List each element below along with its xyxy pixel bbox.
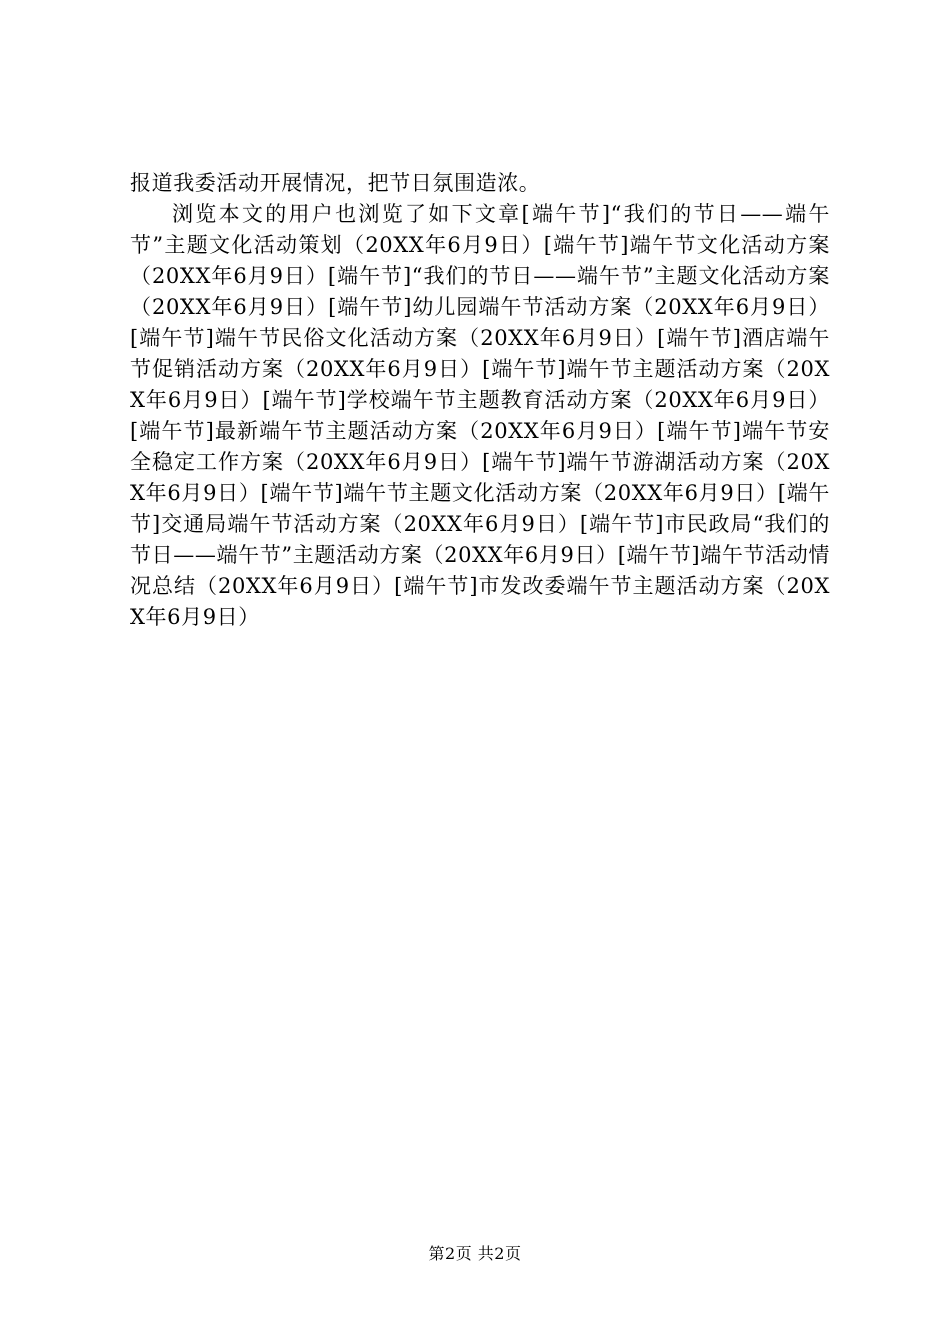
paragraph-continuation: 报道我委活动开展情况，把节日氛围造浓。 xyxy=(130,171,541,195)
page-footer: 第2页 共2页 xyxy=(428,1244,522,1263)
document-body xyxy=(130,168,830,633)
paragraph-related-articles: 浏览本文的用户也浏览了如下文章[端午节]“我们的节日——端午节”主题文化活动策划（20XX年6月9日）[端午节]端午节文化活动方案（20XX年6月9日）[端午节]“我们的节日——端午节”主题文化活动方案（20XX年6月9日）[端午节]幼儿园端午节活动方案（20XX年6月9日）[端午节]端午节民俗文化活动方案（20XX年6月9日）[端午节]酒店端午节促销活动方案（20XX年6月9日）[端午节]端午节主题活动方案（20XX年6月9日）[端午节]学校端午节主题教育活动方案（20XX年6月9日）[端午节]最新端午节主题活动方案（20XX年6月9日）[端午节]端午节安全稳定工作方案（20XX年6月9日）[端午节]端午节游湖活动方案（20XX年6月9日）[端午节]端午节主题文化活动方案（20XX年6月9日）[端午节]交通局端午节活动方案（20XX年6月9日）[端午节]市民政局“我们的节日——端午节”主题活动方案（20XX年6月9日）[端午节]端午节活动情况总结（20XX年6月9日）[端午节]市发改委端午节主题活动方案（20XX年6月9日） xyxy=(130,202,830,629)
